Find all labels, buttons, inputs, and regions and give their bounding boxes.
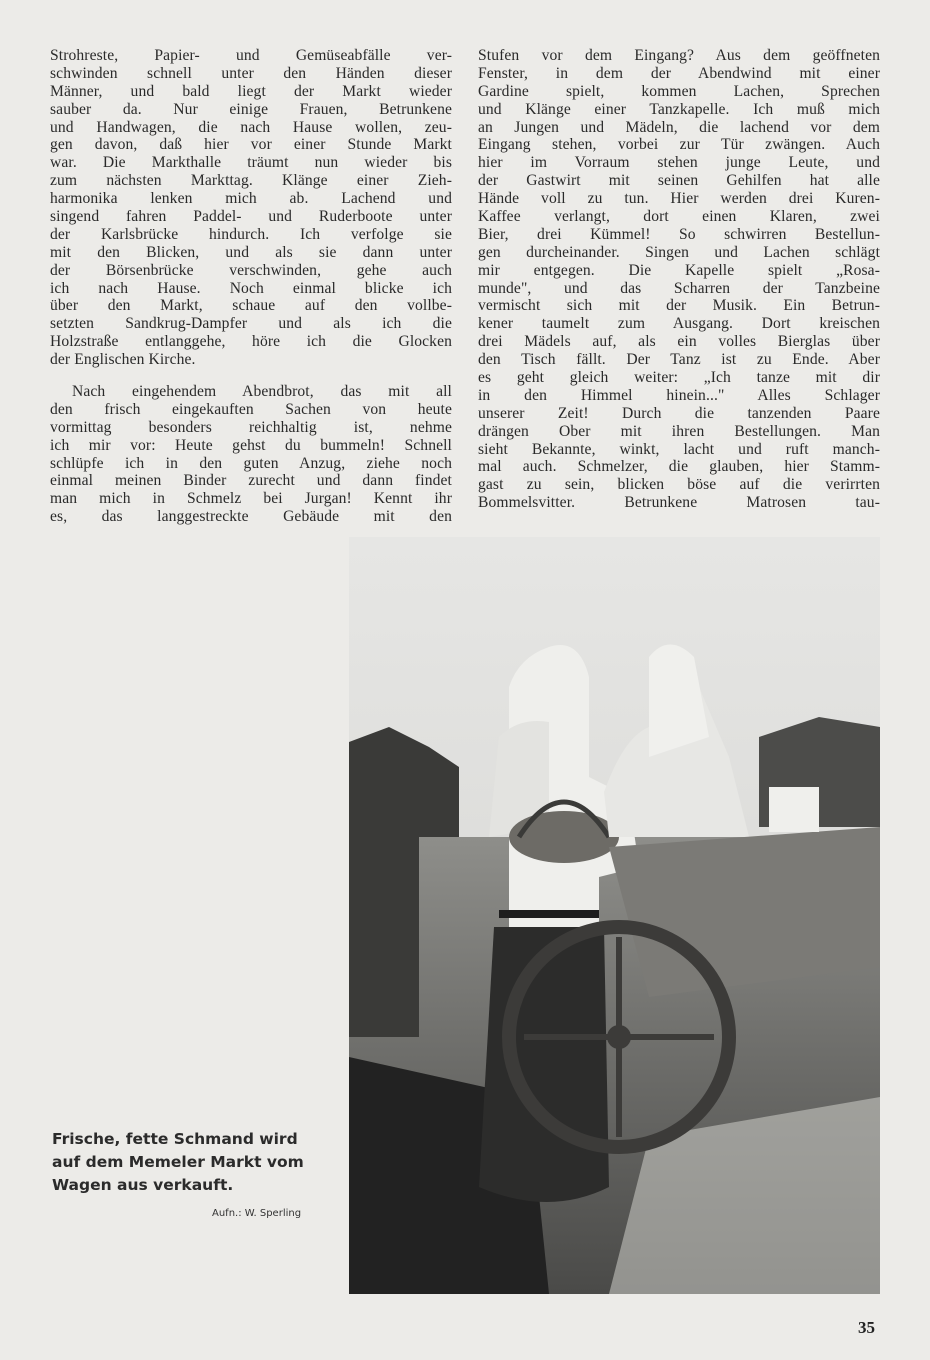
text-line: gen davon, daß hier vor einer Stunde Markt <box>50 136 452 154</box>
belt <box>499 910 599 918</box>
cream-jug <box>769 787 819 832</box>
photo-credit: Aufn.: W. Sperling <box>212 1208 302 1219</box>
wagon-bed <box>609 827 880 997</box>
paragraph <box>50 383 452 526</box>
text-line: und Klänge einer Tanzkapelle. Ich muß mich <box>478 100 880 118</box>
text-line: drängen Ober mit ihren Bestellungen. Man <box>478 422 880 440</box>
text-line: munde", und das Scharren der Tanzbeine <box>478 279 880 297</box>
text-line: vormittag besonders reichhaltig ist, nehme <box>50 418 452 436</box>
text-line: singend fahren Paddel- und Ruderboote unter <box>50 208 452 226</box>
text-line: es, das langgestreckte Gebäude mit den <box>50 508 452 526</box>
text-line: mir entgegen. Die Kapelle spielt „Rosa- <box>478 261 880 279</box>
text-line: Holzstraße entlanggehe, höre ich die Glocken <box>50 333 452 351</box>
woman-left-skirt <box>479 927 609 1202</box>
paragraph <box>478 47 880 512</box>
basket <box>509 811 619 863</box>
text-line: einmal meinen Binder zurecht und dann findet <box>50 472 452 490</box>
market-photo <box>349 537 880 1294</box>
left-wagon <box>349 817 419 1037</box>
text-line: schlüpfe ich in den guten Anzug, ziehe noch <box>50 454 452 472</box>
text-line: man mich in Schmelz bei Jurgan! Kennt ihr <box>50 490 452 508</box>
right-text-column <box>478 47 880 512</box>
text-line: drei Mädels auf, als ein volles Bierglas über <box>478 333 880 351</box>
text-line: Fenster, in dem der Abendwind mit einer <box>478 64 880 82</box>
text-line: Strohreste, Papier- und Gemüseabfälle ver- <box>50 47 452 64</box>
text-line: sauber da. Nur einige Frauen, Betrunkene <box>50 100 452 118</box>
text-line: ich mir vor: Heute gehst du bummeln! Schnell <box>50 436 452 454</box>
text-line: Gardine spielt, kommen Lachen, Sprechen <box>478 82 880 100</box>
photo-illustration <box>349 537 880 1294</box>
left-text-column <box>50 47 452 526</box>
text-line: der Börsenbrücke verschwinden, gehe auch <box>50 261 452 279</box>
text-line: Stufen vor dem Eingang? Aus dem geöffneten <box>478 47 880 64</box>
text-line: sieht Bekannte, winkt, lacht und ruft manch- <box>478 440 880 458</box>
text-line: Männer, und bald liegt der Markt wieder <box>50 82 452 100</box>
text-line: Kaffee verlangt, dort einen Klaren, zwei <box>478 208 880 226</box>
text-line: kener taumelt zum Ausgang. Dort kreischen <box>478 315 880 333</box>
text-line: mal auch. Schmelzer, die glauben, hier Stamm- <box>478 458 880 476</box>
text-line: den frisch eingekauften Sachen von heute <box>50 400 452 418</box>
text-line: gen durcheinander. Singen und Lachen schlägt <box>478 243 880 261</box>
text-line: der Karlsbrücke hindurch. Ich verfolge sie <box>50 225 452 243</box>
text-line: Hände voll zu tun. Hier werden drei Kuren- <box>478 190 880 208</box>
text-line: Bier, drei Kümmel! So schwirren Bestellun- <box>478 225 880 243</box>
text-line: unserer Zeit! Durch die tanzenden Paare <box>478 404 880 422</box>
text-line: vermischt sich mit der Musik. Ein Betrun- <box>478 297 880 315</box>
text-line: an Jungen und Mädeln, die lachend vor dem <box>478 118 880 136</box>
paragraph-gap <box>50 369 452 383</box>
text-line: setzten Sandkrug-Dampfer und als ich die <box>50 315 452 333</box>
text-line: mit den Blicken, und als sie dann unter <box>50 243 452 261</box>
text-line: gast zu sein, blicken böse auf die verirrten <box>478 476 880 494</box>
text-line: den Tisch fällt. Der Tanz ist zu Ende. Aber <box>478 351 880 369</box>
text-line: Eingang stehen, vorbei zur Tür zwängen. Auch <box>478 136 880 154</box>
paragraph <box>50 47 452 369</box>
photo-caption: Frische, fette Schmand wird auf dem Memeler Markt vom Wagen aus verkauft. <box>52 1130 304 1194</box>
text-line: ich nach Hause. Noch einmal blicke ich <box>50 279 452 297</box>
text-line: Bommelsvitter. Betrunkene Matrosen tau- <box>478 494 880 512</box>
text-line: der Gastwirt mit seinen Gehilfen hat alle <box>478 172 880 190</box>
text-line: hier im Vorraum stehen junge Leute, und <box>478 154 880 172</box>
text-line: schwinden schnell unter den Händen dieser <box>50 64 452 82</box>
text-line: in den Himmel hinein..." Alles Schlager <box>478 386 880 404</box>
text-line: zum nächsten Markttag. Klänge einer Zieh- <box>50 172 452 190</box>
text-line: harmonika lenken mich ab. Lachend und <box>50 190 452 208</box>
text-line: Nach eingehendem Abendbrot, das mit all <box>72 383 452 401</box>
text-line: über den Markt, schaue auf den vollbe- <box>50 297 452 315</box>
page-number: 35 <box>858 1318 875 1337</box>
text-line: der Englischen Kirche. <box>50 351 196 369</box>
text-line: und Handwagen, die nach Hause wollen, zeu- <box>50 118 452 136</box>
text-line: war. Die Markthalle träumt nun wieder bis <box>50 154 452 172</box>
text-line: es geht gleich weiter: „Ich tanze mit dir <box>478 369 880 387</box>
